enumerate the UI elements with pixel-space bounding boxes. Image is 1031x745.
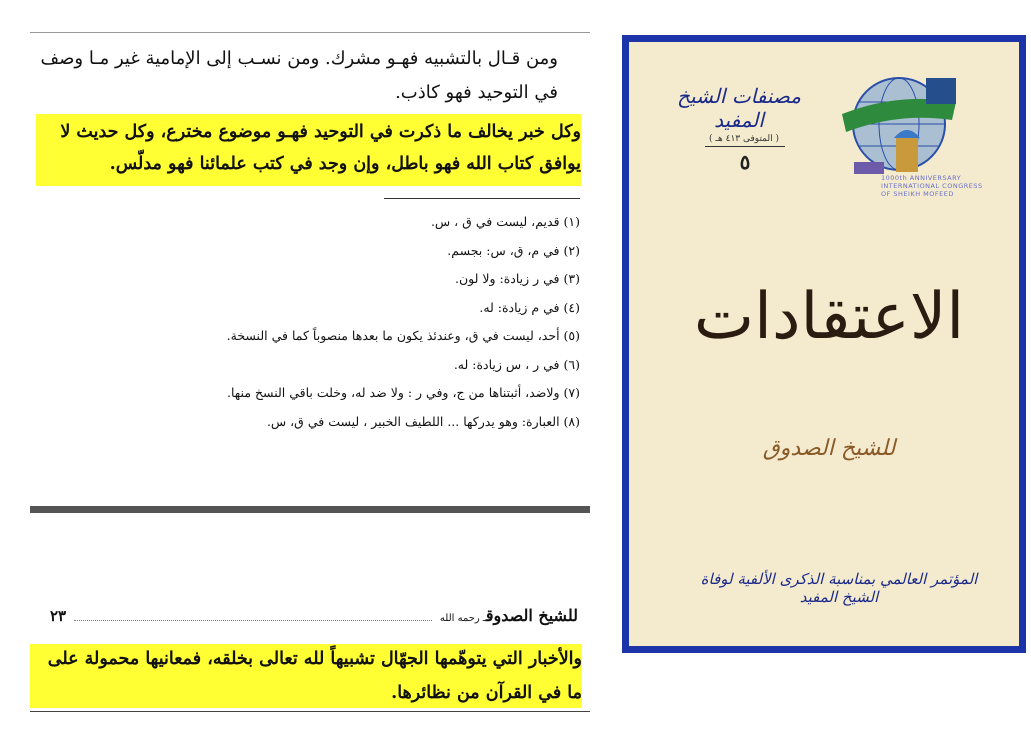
series-title: مصنفات الشيخ المفيد [677, 84, 801, 132]
footnote-4: (٤) في م زيادة: له. [479, 299, 580, 315]
anniversary-text [881, 174, 983, 198]
footnote-5: (٥) أحد، ليست في ق، وعندئذ يكون ما بعدها منصوباً كما في النسخة. [226, 328, 580, 343]
congress-logo-icon [834, 62, 964, 192]
footnote-8: (٨) العبارة: وهو يدركها ... اللطيف الخبير ، ليست في ق، س. [266, 413, 580, 429]
series-number: ٥ [739, 150, 751, 174]
anniversary-line-2: INTERNATIONAL CONGRESS [881, 182, 983, 190]
book-author: للشيخ الصدوق [762, 436, 896, 461]
footnote-list [160, 208, 580, 436]
top-rule [30, 32, 590, 33]
running-head-title: للشيخ الصدوق [485, 606, 578, 625]
book-cover [622, 35, 1026, 653]
cover-paper [629, 42, 1019, 646]
leader-dots [74, 608, 432, 621]
footnote-7: (٧) ولاضد، أثبتناها من ج، وفي ر : ولا ضد له، وخلت باقي النسخ منها. [227, 385, 580, 400]
page-number: ٢٣ [50, 607, 67, 625]
page-separator [30, 506, 590, 513]
paragraph-1: ومن قـال بالتشبيه فهـو مشرك. ومن نسـب إلى الإمامية غير مـا وصف في التوحيد فهو كاذب. [40, 48, 558, 103]
publisher: المؤتمر العالمي بمناسبة الذكرى الألفية لوفاة الشيخ المفيد [700, 570, 978, 606]
series-rule [705, 146, 785, 147]
paragraph-2: وكل خبر يخالف ما ذكرت في التوحيد فهـو موضوع مخترع، وكل حديث لا يوافق كتاب الله فهو باطل، وإن وجد في كتب علمائنا فهو مدلّس. [60, 122, 581, 174]
anniversary-line-3: OF SHEIKH MOFEED [881, 190, 954, 198]
running-head-suffix: ـ رحمه الله [439, 613, 486, 624]
paragraph-3: والأخبار التي يتوهّمها الجهّال تشبيهاً لله تعالى بخلقه، فمعانيها محمولة على ما في القرآن من نظائرها. [47, 649, 582, 703]
footnote-3: (٣) في ر زيادة: ولا لون. [454, 271, 580, 286]
bottom-rule [30, 711, 590, 712]
anniversary-line-1: 1000th ANNIVERSARY [881, 174, 962, 182]
series-date: ( المتوفى ٤١٣ هـ ) [709, 134, 779, 144]
footnote-6: (٦) في ر ، س زيادة: له. [453, 356, 580, 372]
running-header [50, 606, 578, 632]
footnote-1: (١) قديم، ليست في ق ، س. [430, 214, 580, 229]
running-head [440, 606, 578, 625]
footnote-2: (٢) في م، ق، س: بجسم. [447, 242, 580, 258]
footnote-rule [384, 198, 580, 199]
book-title: الاعتقادات [693, 280, 965, 354]
